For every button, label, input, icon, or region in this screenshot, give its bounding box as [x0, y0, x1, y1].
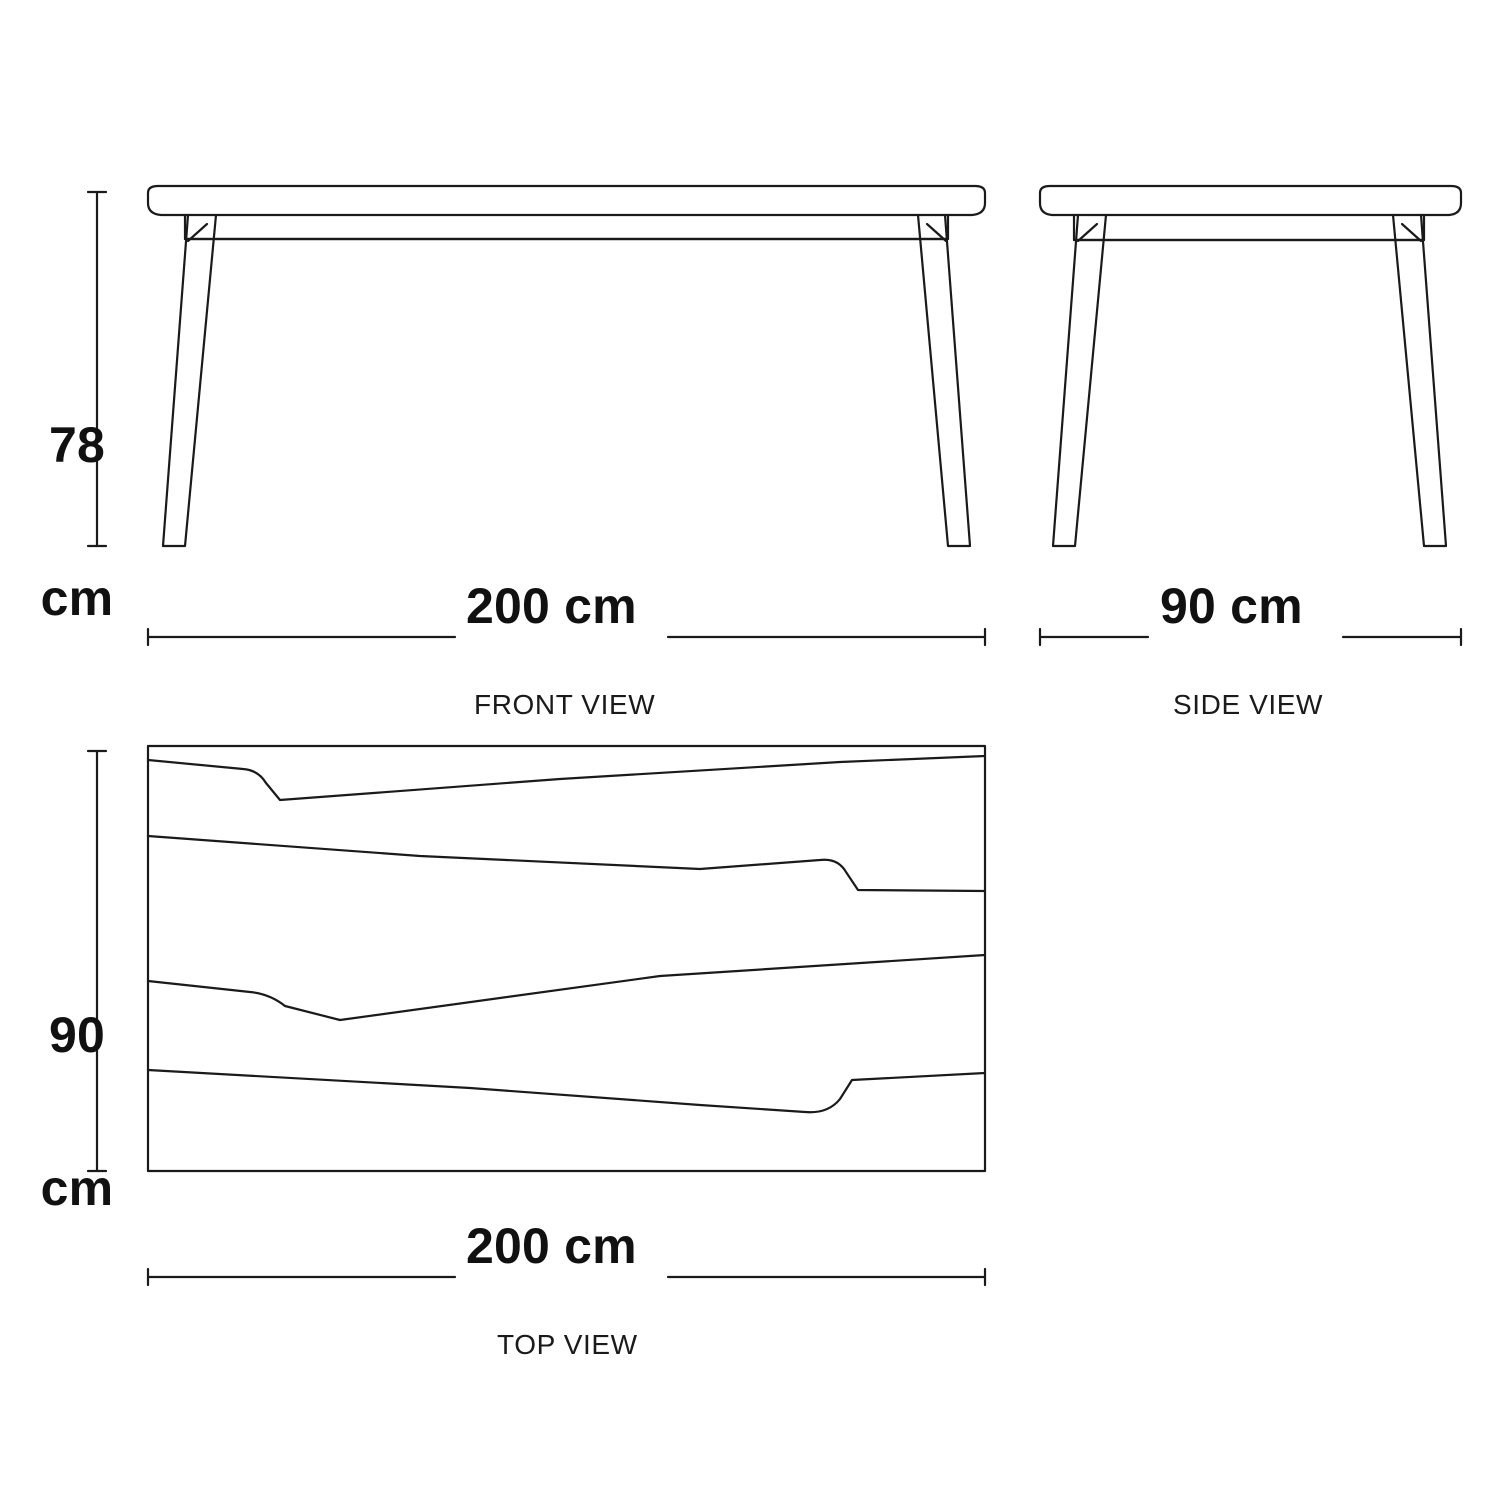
- front-view-width-label: 200 cm: [466, 578, 637, 634]
- front-view-caption: FRONT VIEW: [474, 689, 656, 720]
- front-view-height-value: 78: [48, 417, 105, 473]
- top-view-depth-label: [22, 908, 132, 1316]
- top-view-depth-value: 90: [48, 1007, 105, 1063]
- front-view-geometry: [148, 186, 985, 546]
- top-view-caption: TOP VIEW: [497, 1329, 638, 1360]
- side-view-caption: SIDE VIEW: [1173, 689, 1324, 720]
- front-view-height-label: [22, 318, 132, 726]
- side-view-width-label: 90 cm: [1160, 578, 1303, 634]
- top-view-depth-unit: cm: [40, 1160, 114, 1216]
- front-view-height-unit: cm: [40, 570, 114, 626]
- top-view-width-label: 200 cm: [466, 1218, 637, 1274]
- side-view-geometry: [1040, 186, 1461, 546]
- top-view-geometry: [148, 746, 985, 1171]
